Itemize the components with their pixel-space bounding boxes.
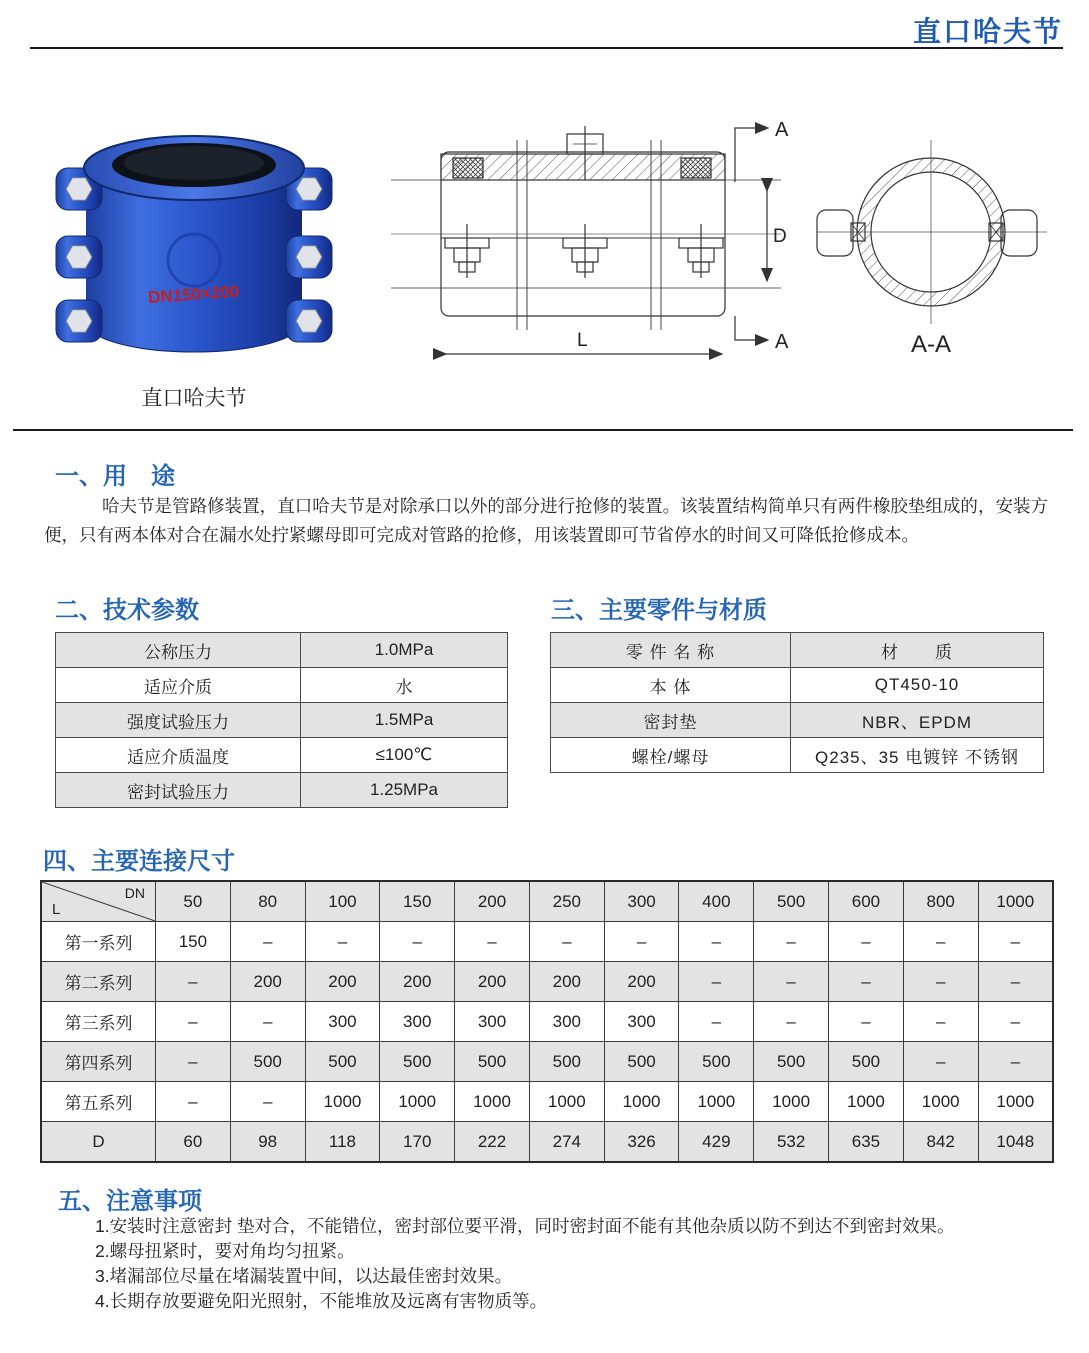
dimension-value: – bbox=[754, 1002, 829, 1042]
note-item: 3.堵漏部位尽量在堵漏装置中间，以达最佳密封效果。 bbox=[95, 1266, 513, 1286]
dn-header-cell: 400 bbox=[679, 881, 754, 922]
dimensions-row bbox=[41, 1042, 1053, 1082]
dimension-value: – bbox=[156, 1042, 231, 1082]
dimension-label-l: L bbox=[577, 330, 588, 351]
dn-header-cell: 250 bbox=[529, 881, 604, 922]
note-item: 1.安装时注意密封 垫对合，不能错位，密封部位要平滑，同时密封面不能有其他杂质以防不到达不到密封效果。 bbox=[95, 1216, 955, 1236]
section-label-a-top: A bbox=[775, 119, 789, 141]
dimension-value: – bbox=[679, 962, 754, 1002]
material-value: QT450-10 bbox=[791, 668, 1044, 703]
dn-header-cell: 80 bbox=[230, 881, 305, 922]
series-label: D bbox=[41, 1122, 156, 1163]
dimension-value: 200 bbox=[380, 962, 455, 1002]
dimension-value: – bbox=[754, 922, 829, 962]
series-label: 第二系列 bbox=[41, 962, 156, 1002]
dimension-value: 300 bbox=[455, 1002, 530, 1042]
dimensions-row bbox=[41, 922, 1053, 962]
dn-header-cell: 500 bbox=[754, 881, 829, 922]
product-size-marking: DN150×200 bbox=[147, 281, 240, 308]
dimension-value: 200 bbox=[604, 962, 679, 1002]
dimension-value: 500 bbox=[305, 1042, 380, 1082]
dimension-value: 200 bbox=[305, 962, 380, 1002]
product-photo bbox=[48, 110, 340, 372]
dn-header-cell: 300 bbox=[604, 881, 679, 922]
dimension-value: 200 bbox=[455, 962, 530, 1002]
dimension-value: 274 bbox=[529, 1122, 604, 1163]
dimension-value: 500 bbox=[604, 1042, 679, 1082]
dimension-value: – bbox=[978, 922, 1053, 962]
bolt-lugs-left bbox=[56, 168, 102, 342]
content-divider bbox=[13, 429, 1073, 431]
dimension-value: 300 bbox=[380, 1002, 455, 1042]
coupling-section-outline bbox=[391, 126, 781, 354]
dimension-value: 1000 bbox=[305, 1082, 380, 1122]
dimension-value: 500 bbox=[455, 1042, 530, 1082]
dimension-value: 118 bbox=[305, 1122, 380, 1163]
dimension-value: 1048 bbox=[978, 1122, 1053, 1163]
aa-ring bbox=[817, 140, 1047, 324]
dimension-value: – bbox=[903, 1042, 978, 1082]
dimension-value: – bbox=[305, 922, 380, 962]
dimension-value: – bbox=[978, 962, 1053, 1002]
dimension-value: 500 bbox=[679, 1042, 754, 1082]
series-label: 第三系列 bbox=[41, 1002, 156, 1042]
tech-param-label: 公称压力 bbox=[56, 633, 301, 668]
tech-params-table bbox=[55, 632, 508, 808]
tech-param-label: 适应介质 bbox=[56, 668, 301, 703]
dimensions-table bbox=[40, 880, 1054, 1163]
material-value: NBR、EPDM bbox=[791, 703, 1044, 738]
dimension-value: – bbox=[903, 922, 978, 962]
dimension-value: 60 bbox=[156, 1122, 231, 1163]
tech-param-value: 1.25MPa bbox=[301, 773, 508, 808]
dn-header-cell: 100 bbox=[305, 881, 380, 922]
coupling-body bbox=[56, 136, 332, 352]
dimensions-header-row bbox=[41, 881, 1053, 922]
dimension-value: 300 bbox=[305, 1002, 380, 1042]
materials-row bbox=[551, 738, 1044, 773]
dimension-value: 1000 bbox=[529, 1082, 604, 1122]
aa-section-drawing bbox=[795, 128, 1060, 368]
dimension-label-d: D bbox=[773, 226, 787, 247]
heading-dimensions: 四、主要连接尺寸 bbox=[43, 848, 235, 875]
dimension-value: – bbox=[230, 1082, 305, 1122]
tech-param-value: 1.0MPa bbox=[301, 633, 508, 668]
dimension-value: – bbox=[230, 1002, 305, 1042]
dimension-value: – bbox=[230, 922, 305, 962]
series-label: 第四系列 bbox=[41, 1042, 156, 1082]
dimension-value: – bbox=[380, 922, 455, 962]
dimension-value: 150 bbox=[156, 922, 231, 962]
dimension-value: 1000 bbox=[380, 1082, 455, 1122]
dimension-value: 1000 bbox=[679, 1082, 754, 1122]
dimension-value: 170 bbox=[380, 1122, 455, 1163]
dimension-value: 326 bbox=[604, 1122, 679, 1163]
tech-param-value: 1.5MPa bbox=[301, 703, 508, 738]
dimension-value: – bbox=[754, 962, 829, 1002]
dimension-value: 500 bbox=[529, 1042, 604, 1082]
tech-param-value: 水 bbox=[301, 668, 508, 703]
materials-col-material: 材 质 bbox=[791, 633, 1044, 668]
dimension-value: 842 bbox=[903, 1122, 978, 1163]
dimension-value: 300 bbox=[604, 1002, 679, 1042]
tech-param-value: ≤100℃ bbox=[301, 738, 508, 773]
tech-param-label: 适应介质温度 bbox=[56, 738, 301, 773]
dimension-value: – bbox=[455, 922, 530, 962]
dn-header-cell: 200 bbox=[455, 881, 530, 922]
dimension-value: – bbox=[978, 1002, 1053, 1042]
tech-param-row bbox=[56, 633, 508, 668]
dn-header-cell: 1000 bbox=[978, 881, 1053, 922]
dimension-value: 200 bbox=[529, 962, 604, 1002]
usage-paragraph: 哈夫节是管路修装置，直口哈夫节是对除承口以外的部分进行抢修的装置。该装置结构简单只有两件橡胶垫组成的，安装方便，只有两本体对合在漏水处拧紧螺母即可完成对管路的抢修，用该装置即可节省停水的时间又可降低抢修成本。 bbox=[44, 496, 1048, 545]
bolt-lugs-right bbox=[286, 168, 332, 342]
dimension-value: 222 bbox=[455, 1122, 530, 1163]
dimension-value: – bbox=[679, 1002, 754, 1042]
corner-l-label: L bbox=[52, 901, 61, 918]
dn-header-cell: 150 bbox=[380, 881, 455, 922]
dimension-value: – bbox=[156, 1002, 231, 1042]
dimension-value: – bbox=[829, 922, 904, 962]
dn-l-corner-cell bbox=[41, 881, 156, 922]
dimension-value: 200 bbox=[230, 962, 305, 1002]
heading-notes: 五、注意事项 bbox=[58, 1188, 202, 1215]
aa-section-label: A-A bbox=[910, 331, 952, 358]
series-label: 第五系列 bbox=[41, 1082, 156, 1122]
photo-caption: 直口哈夫节 bbox=[141, 387, 247, 410]
dimension-value: – bbox=[156, 1082, 231, 1122]
tech-param-row bbox=[56, 773, 508, 808]
dn-header-cell: 600 bbox=[829, 881, 904, 922]
dimension-value: 98 bbox=[230, 1122, 305, 1163]
materials-header-row bbox=[551, 633, 1044, 668]
side-section-drawing bbox=[383, 92, 790, 370]
dimension-value: – bbox=[903, 1002, 978, 1042]
dimensions-row bbox=[41, 1082, 1053, 1122]
dn-header-cell: 50 bbox=[156, 881, 231, 922]
dimensions-row bbox=[41, 962, 1053, 1002]
tech-param-row bbox=[56, 668, 508, 703]
dimension-value: 300 bbox=[529, 1002, 604, 1042]
bolt-nut-profiles bbox=[445, 224, 723, 278]
tech-param-row bbox=[56, 738, 508, 773]
corner-dn-label: DN bbox=[124, 885, 145, 901]
dimensions-row bbox=[41, 1122, 1053, 1163]
dimension-value: – bbox=[529, 922, 604, 962]
dimension-value: 500 bbox=[754, 1042, 829, 1082]
dimension-value: – bbox=[903, 962, 978, 1002]
materials-table bbox=[550, 632, 1044, 773]
dimension-value: 1000 bbox=[903, 1082, 978, 1122]
notes-list bbox=[95, 1214, 954, 1314]
dimension-value: 500 bbox=[230, 1042, 305, 1082]
dimension-value: 500 bbox=[829, 1042, 904, 1082]
heading-materials: 三、主要零件与材质 bbox=[551, 597, 767, 624]
materials-row bbox=[551, 668, 1044, 703]
dimension-value: – bbox=[829, 1002, 904, 1042]
dimension-value: 532 bbox=[754, 1122, 829, 1163]
dimension-value: 1000 bbox=[978, 1082, 1053, 1122]
dimension-value: – bbox=[829, 962, 904, 1002]
material-part-name: 本 体 bbox=[551, 668, 791, 703]
material-part-name: 螺栓/螺母 bbox=[551, 738, 791, 773]
dimension-value: 500 bbox=[380, 1042, 455, 1082]
header-divider bbox=[30, 47, 1063, 49]
page-title: 直口哈夫节 bbox=[912, 16, 1063, 47]
dimension-value: – bbox=[604, 922, 679, 962]
dimension-value: 1000 bbox=[455, 1082, 530, 1122]
dn-header-cell: 800 bbox=[903, 881, 978, 922]
materials-row bbox=[551, 703, 1044, 738]
heading-tech-params: 二、技术参数 bbox=[55, 597, 199, 624]
dimension-value: 635 bbox=[829, 1122, 904, 1163]
material-part-name: 密封垫 bbox=[551, 703, 791, 738]
material-value: Q235、35 电镀锌 不锈钢 bbox=[791, 738, 1044, 773]
dimension-value: 1000 bbox=[604, 1082, 679, 1122]
dimension-value: – bbox=[978, 1042, 1053, 1082]
dimension-value: – bbox=[679, 922, 754, 962]
dimensions-row bbox=[41, 1002, 1053, 1042]
section-label-a-bottom: A bbox=[775, 331, 789, 353]
note-item: 4.长期存放要避免阳光照射，不能堆放及远离有害物质等。 bbox=[95, 1291, 548, 1311]
tech-param-row bbox=[56, 703, 508, 738]
heading-usage: 一、用 途 bbox=[55, 463, 175, 490]
tech-param-label: 密封试验压力 bbox=[56, 773, 301, 808]
note-item: 2.螺母扭紧时，要对角均匀扭紧。 bbox=[95, 1241, 355, 1261]
dimension-value: – bbox=[156, 962, 231, 1002]
series-label: 第一系列 bbox=[41, 922, 156, 962]
dimension-value: 429 bbox=[679, 1122, 754, 1163]
dimension-value: 1000 bbox=[829, 1082, 904, 1122]
dimension-value: 1000 bbox=[754, 1082, 829, 1122]
tech-param-label: 强度试验压力 bbox=[56, 703, 301, 738]
materials-col-part: 零 件 名 称 bbox=[551, 633, 791, 668]
